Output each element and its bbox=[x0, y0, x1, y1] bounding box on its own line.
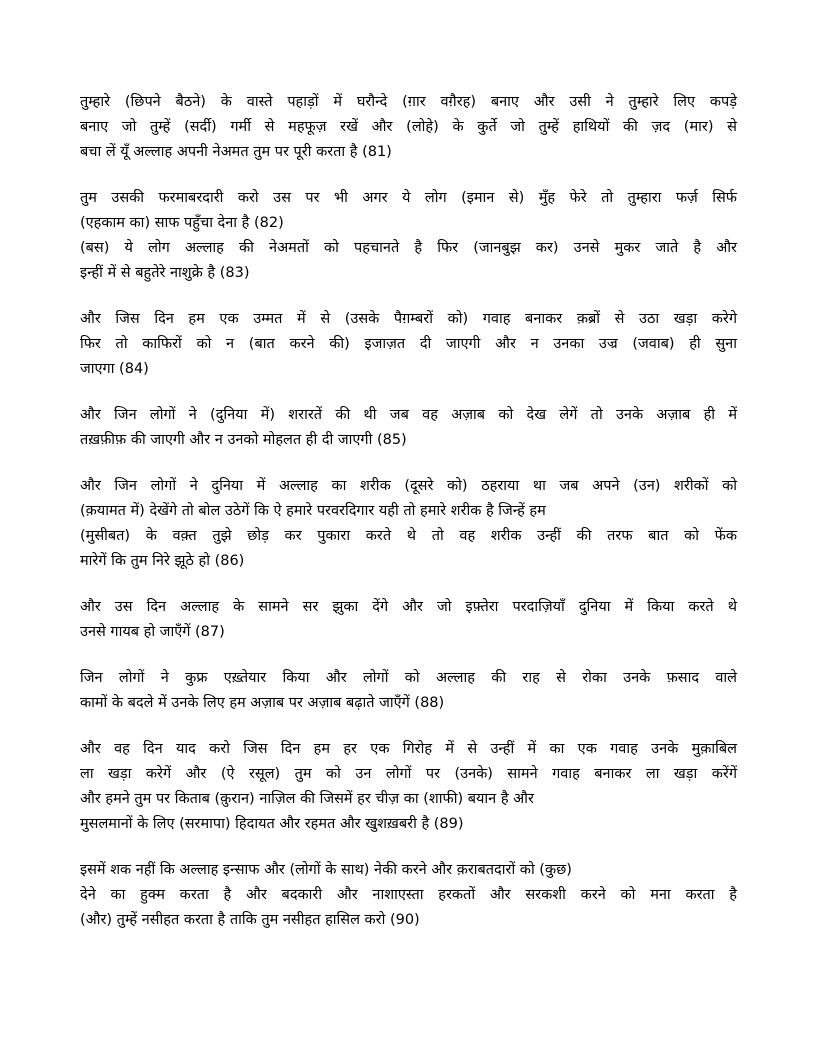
text-line: बनाए जो तुम्हें (सर्दी) गर्मी से महफूज़ रखें और (लोहे) के कुर्ते जो तुम्हें हाथियों की ज़द (मार) से bbox=[80, 119, 737, 135]
verse-paragraph-89 bbox=[80, 737, 737, 837]
text-line: और जिन लोगों ने दुनिया में अल्लाह का शरीक (दूसरे को) ठहराया था जब अपने (उन) शरीकों को bbox=[80, 478, 737, 494]
text-line: कामों के बदले में उनके लिए हम अज़ाब पर अज़ाब बढ़ाते जाएँगें (88) bbox=[80, 695, 445, 711]
text-line: इसमें शक नहीं कि अल्लाह इन्साफ और (लोगों के साथ) नेकी करने और क़राबतदारों को (कुछ) bbox=[80, 862, 572, 878]
text-line: इन्हीं में से बहुतेरे नाशुक्रे है (83) bbox=[80, 265, 250, 281]
text-line: तख़फ़ीफ़ की जाएगी और न उनको मोहलत ही दी जाएगी (85) bbox=[80, 432, 407, 448]
text-line: (एहकाम का) साफ पहुँचा देना है (82) bbox=[80, 215, 284, 231]
text-line: ला खड़ा करेगें और (ऐ रसूल) तुम को उन लोगों पर (उनके) सामने गवाह बनाकर ला खड़ा करेंगें bbox=[80, 766, 737, 782]
verse-paragraph-86 bbox=[80, 474, 737, 574]
text-line: (और) तुम्हें नसीहत करता है ताकि तुम नसीहत हासिल करो (90) bbox=[80, 912, 420, 928]
verse-paragraph-82-83 bbox=[80, 186, 737, 286]
text-line: मुसलमानों के लिए (सरमापा) हिदायत और रहमत और खुशख़बरी है (89) bbox=[80, 816, 464, 832]
text-line: और हमने तुम पर किताब (क़ुरान) नाज़िल की जिसमें हर चीज़ का (शाफी) बयान है और bbox=[80, 791, 534, 807]
verse-paragraph-87 bbox=[80, 595, 737, 645]
verse-paragraph-84 bbox=[80, 307, 737, 382]
verse-paragraph-81 bbox=[80, 90, 737, 165]
text-line: जाएगा (84) bbox=[80, 361, 149, 377]
text-line: (बस) ये लोग अल्लाह की नेअमतों को पहचानते है फिर (जानबुझ कर) उनसे मुकर जाते है और bbox=[80, 240, 737, 256]
text-line: और वह दिन याद करो जिस दिन हम हर एक गिरोह में से उन्हीं में का एक गवाह उनके मुक़ाबिल bbox=[80, 741, 737, 757]
text-line: बचा लें यूँ अल्लाह अपनी नेअमत तुम पर पूरी करता है (81) bbox=[80, 144, 392, 160]
text-line: उनसे गायब हो जाएँगें (87) bbox=[80, 624, 225, 640]
verse-paragraph-90 bbox=[80, 858, 737, 933]
text-line: मारेगें कि तुम निरे झूठे हो (86) bbox=[80, 553, 245, 569]
text-line: और जिस दिन हम एक उम्मत में से (उसके पैग़म्बरों को) गवाह बनाकर क़ब्रों से उठा खड़ा करेगे bbox=[80, 311, 737, 327]
text-line: (क़यामत में) देखेंगे तो बोल उठेगें कि ऐ हमारे परवरदिगार यही तो हमारे शरीक है जिन्हें हम bbox=[80, 503, 546, 519]
text-line: तुम्हारे (छिपने बैठने) के वास्ते पहाड़ों में घरौन्दे (ग़ार वग़ैरह) बनाए और उसी ने तुम्हारे लिए कपड़े bbox=[80, 94, 737, 110]
text-line: देने का हुक्म करता है और बदकारी और नाशाएस्ता हरकतों और सरकशी करने को मना करता है bbox=[80, 887, 737, 903]
text-line: तुम उसकी फरमाबरदारी करो उस पर भी अगर ये लोग (इमान से) मुँह फेरे तो तुम्हारा फर्ज़ सिर्फ bbox=[80, 190, 737, 206]
text-line: (मुसीबत) के वक़्त तुझे छोड़ कर पुकारा करते थे तो वह शरीक उन्हीं की तरफ बात को फेंक bbox=[80, 528, 737, 544]
verse-paragraph-88 bbox=[80, 666, 737, 716]
verse-paragraph-85 bbox=[80, 403, 737, 453]
text-line: फिर तो काफिरों को न (बात करने की) इजाज़त दी जाएगी और न उनका उज्र (जवाब) ही सुना bbox=[80, 336, 737, 352]
text-line: और जिन लोगों ने (दुनिया में) शरारतें की थी जब वह अज़ाब को देख लेगें तो उनके अज़ाब ही में bbox=[80, 407, 737, 423]
text-line: और उस दिन अल्लाह के सामने सर झुका देंगे और जो इफ़्तेरा परदाज़ियाँ दुनिया में किया करते थे bbox=[80, 599, 737, 615]
text-line: जिन लोगों ने कुफ्र एख़्तेयार किया और लोगों को अल्लाह की राह से रोका उनके फ़साद वाले bbox=[80, 670, 737, 686]
